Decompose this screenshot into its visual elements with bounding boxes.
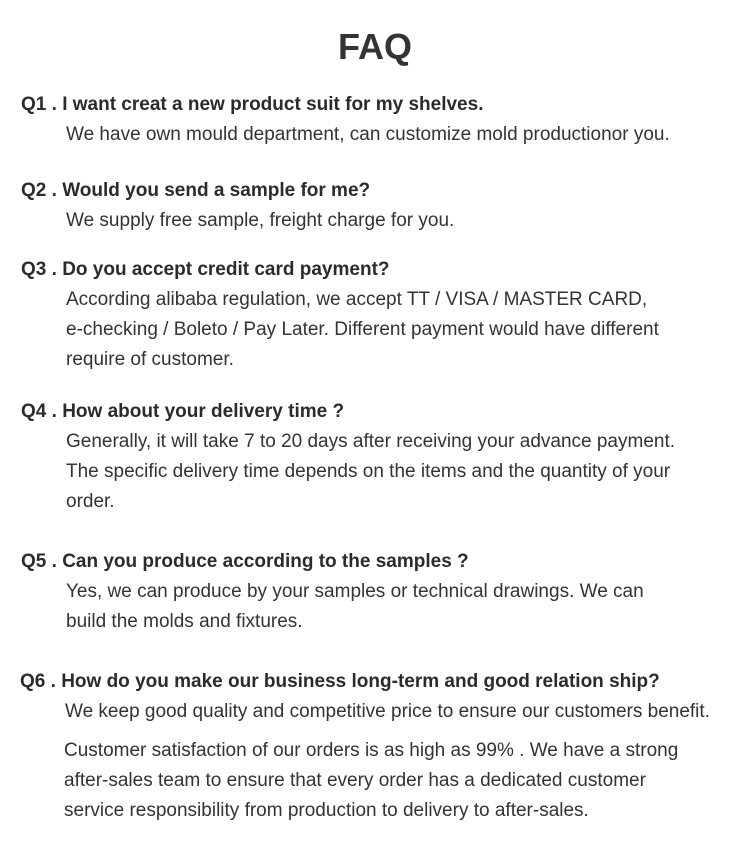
faq-question [21, 93, 483, 117]
answer-line: service responsibility from production to delivery to after-sales. [64, 800, 589, 821]
faq-answer [66, 577, 644, 637]
question-number: Q3 . [21, 259, 57, 280]
answer-line: build the molds and fixtures. [66, 611, 303, 632]
question-number: Q1 . [21, 94, 57, 115]
answer-line: require of customer. [66, 349, 234, 370]
answer-line: We have own mould department, can customize mold productionor you. [66, 124, 670, 145]
question-number: Q2 . [21, 180, 57, 201]
answer-line: According alibaba regulation, we accept TT / VISA / MASTER CARD, [66, 289, 648, 310]
question-text: Can you produce according to the samples ? [62, 551, 469, 572]
answer-line: after-sales team to ensure that every order has a dedicated customer [64, 770, 646, 791]
answer-line: We keep good quality and competitive price to ensure our customers benefit. [65, 701, 710, 722]
faq-answer-continued [64, 736, 678, 826]
question-text: How about your delivery time ? [62, 401, 345, 422]
faq-answer [65, 697, 710, 727]
faq-question [21, 258, 390, 282]
answer-line: order. [66, 491, 115, 512]
faq-answer [66, 427, 675, 517]
answer-line: Customer satisfaction of our orders is as high as 99% . We have a strong [64, 740, 679, 761]
question-number: Q5 . [21, 551, 57, 572]
question-text: How do you make our business long-term and good relation ship? [61, 671, 660, 692]
question-text: Do you accept credit card payment? [62, 259, 390, 280]
faq-answer [66, 206, 454, 236]
answer-line: We supply free sample, freight charge for you. [66, 210, 455, 231]
answer-line: e-checking / Boleto / Pay Later. Different payment would have different [66, 319, 659, 340]
faq-answer [66, 285, 659, 375]
answer-line: Yes, we can produce by your samples or technical drawings. We can [66, 581, 644, 602]
faq-question [21, 179, 370, 203]
question-text: I want creat a new product suit for my shelves. [62, 94, 484, 115]
page-title: FAQ [337, 26, 412, 67]
question-number: Q4 . [21, 401, 57, 422]
answer-line: Generally, it will take 7 to 20 days after receiving your advance payment. [66, 431, 676, 452]
faq-question [20, 670, 660, 694]
answer-line: The specific delivery time depends on the items and the quantity of your [66, 461, 671, 482]
question-number: Q6 . [20, 671, 56, 692]
faq-answer [66, 120, 670, 150]
question-text: Would you send a sample for me? [62, 180, 371, 201]
faq-question [21, 400, 344, 424]
faq-question [21, 550, 469, 574]
